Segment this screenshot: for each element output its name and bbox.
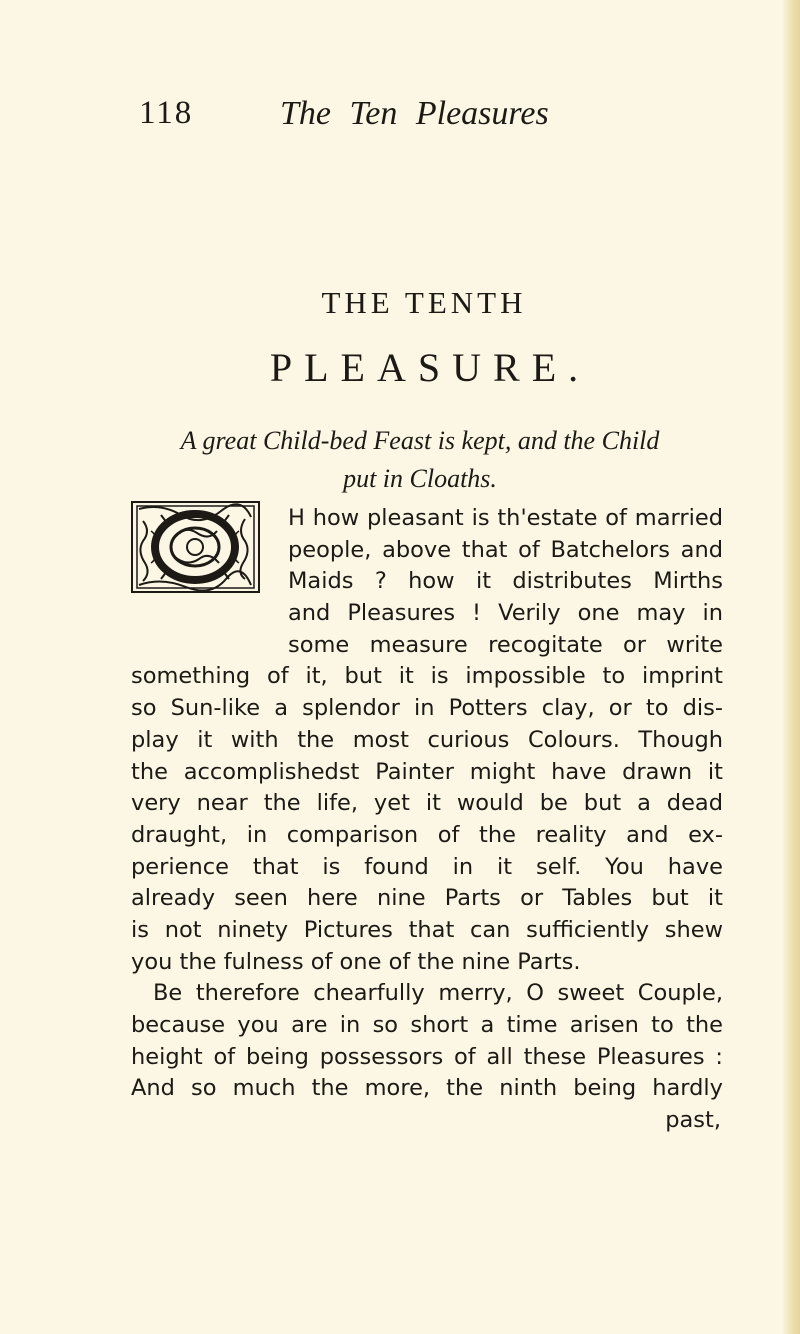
page-edge — [782, 0, 800, 1334]
body-text — [131, 503, 723, 1137]
text-line: is not ninety Pictures that can sufficiently shew — [131, 916, 723, 943]
text-line: Be therefore chearfully merry, O sweet Couple, — [153, 980, 723, 1007]
subtitle-line2: put in Cloaths. — [343, 464, 497, 493]
text-line: draught, in comparison of the reality and ex- — [131, 821, 723, 848]
text-line: very near the life, yet it would be but a dead — [131, 790, 723, 817]
text-line: height of being possessors of all these Pleasures : — [131, 1043, 723, 1070]
chapter-subtitle — [130, 422, 710, 498]
text-line: And so much the more, the ninth being hardly — [131, 1075, 723, 1102]
subtitle-line1: A great Child-bed Feast is kept, and the Child — [180, 426, 660, 455]
text-line: people, above that of Batchelors and — [288, 536, 723, 563]
chapter-heading-line2: PLEASURE. — [269, 345, 591, 390]
text-line: some measure recogitate or write — [288, 631, 723, 658]
text-line: perience that is found in it self. You have — [131, 853, 723, 880]
text-line: you the fulness of one of the nine Parts. — [131, 948, 581, 975]
page-number: 118 — [139, 95, 194, 131]
text-line: the accomplishedst Painter might have drawn it — [131, 758, 723, 785]
text-line: because you are in so short a time arisen to the — [131, 1012, 723, 1038]
chapter-heading-line1: THE TENTH — [321, 285, 527, 320]
running-head — [0, 95, 800, 139]
text-line: already seen here nine Parts or Tables but it — [131, 885, 723, 912]
text-line: H how pleasant is th'estate of married — [288, 505, 723, 531]
catchword: past, — [665, 1107, 721, 1134]
text-line: Maids ? how it distributes Mirths — [288, 568, 723, 595]
text-line: something of it, but it is impossible to imprint — [131, 663, 723, 690]
running-title: The Ten Pleasures — [280, 95, 549, 132]
text-line: and Pleasures ! Verily one may in — [288, 600, 723, 627]
text-line: play it with the most curious Colours. Though — [131, 726, 723, 753]
text-line: so Sun-like a splendor in Potters clay, or to dis- — [131, 695, 723, 722]
